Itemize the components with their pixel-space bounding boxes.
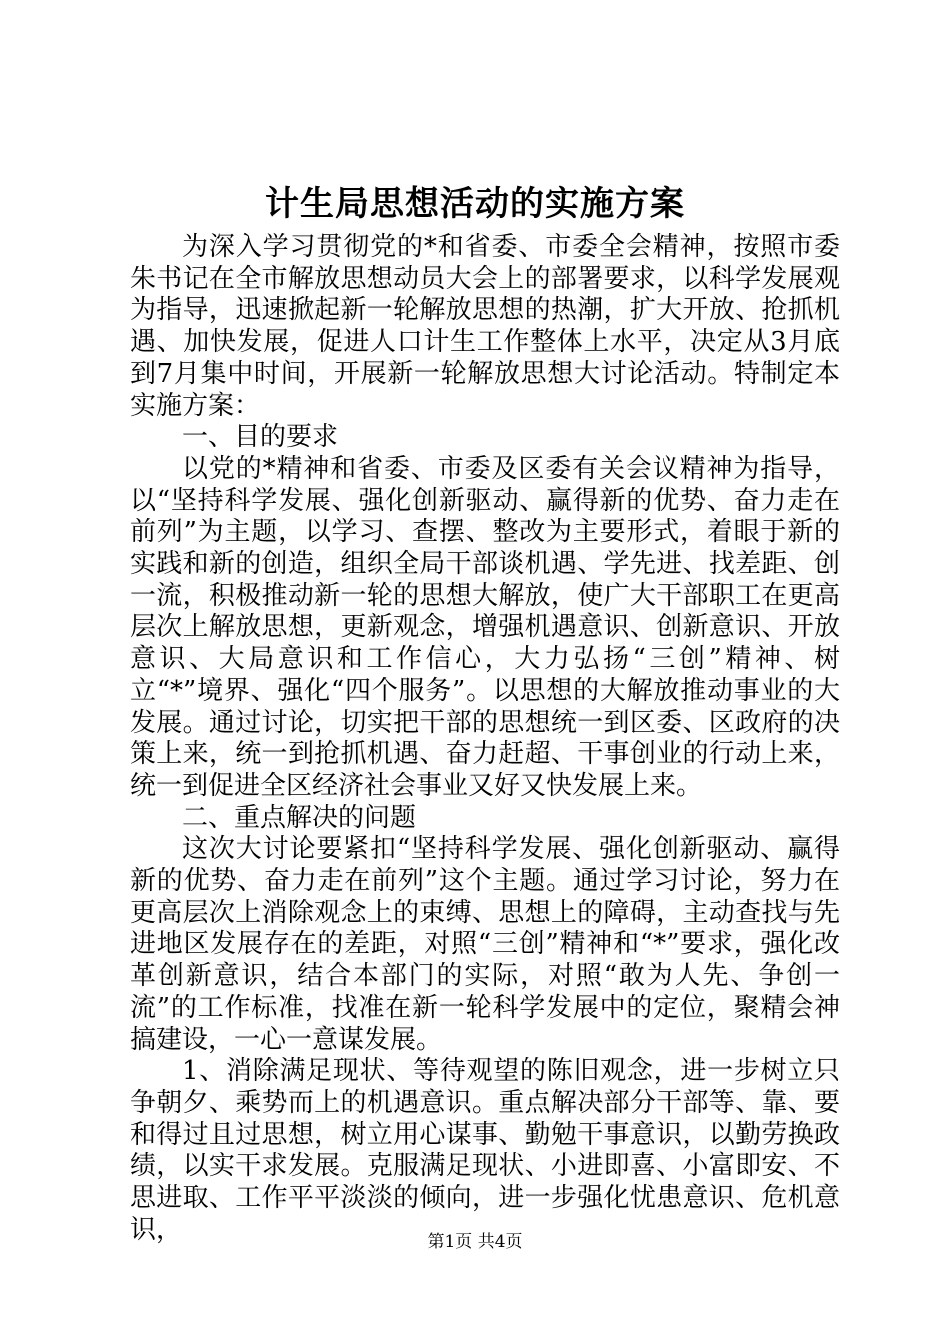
section-heading-2: 二、重点解决的问题	[182, 802, 417, 833]
intro-paragraph: 为深入学习贯彻党的*和省委、市委全会精神，按照市委朱书记在全市解放思想动员大会上的部署要求，以科学发展观为指导，迅速掀起新一轮解放思想的热潮，扩大开放、抢抓机遇、加快发展，促进人口计生工作整体上水平，决定从3月底到7月集中时间，开展新一轮解放思想大讨论活动。特制定本实施方案：	[130, 232, 840, 421]
document-title: 计生局思想活动的实施方案	[265, 184, 685, 224]
document-body	[130, 232, 840, 1247]
item-paragraph-1: 1、消除满足现状、等待观望的陈旧观念，进一步树立只争朝夕、乘势而上的机遇意识。重点解决部分干部等、靠、要和得过且过思想，树立用心谋事、勤勉干事意识，以勤劳换政绩，以实干求发展。克服满足现状、小进即喜、小富即安、不思进取、工作平平淡淡的倾向，进一步强化忧患意识、危机意识，	[130, 1056, 840, 1245]
section-heading-1: 一、目的要求	[182, 422, 339, 453]
section-paragraph-1: 以党的*精神和省委、市委及区委有关会议精神为指导，以“坚持科学发展、强化创新驱动、赢得新的优势、奋力走在前列”为主题，以学习、查摆、整改为主要形式，着眼于新的实践和新的创造，组织全局干部谈机遇、学先进、找差距、创一流，积极推动新一轮的思想大解放，使广大干部职工在更高层次上解放思想，更新观念，增强机遇意识、创新意识、开放意识、大局意识和工作信心，大力弘扬“三创”精神、树立“*”境界、强化“四个服务”。以思想的大解放推动事业的大发展。通过讨论，切实把干部的思想统一到区委、区政府的决策上来，统一到抢抓机遇、奋力赶超、干事创业的行动上来，统一到促进全区经济社会事业又好又快发展上来。	[130, 453, 840, 801]
section-paragraph-2: 这次大讨论要紧扣“坚持科学发展、强化创新驱动、赢得新的优势、奋力走在前列”这个主题。通过学习讨论，努力在更高层次上消除观念上的束缚、思想上的障碍，主动查找与先进地区发展存在的差距，对照“三创”精神和“*”要求，强化改革创新意识，结合本部门的实际，对照“敢为人先、争创一流”的工作标准，找准在新一轮科学发展中的定位，聚精会神搞建设，一心一意谋发展。	[130, 834, 840, 1055]
page-footer: 第1页 共4页	[427, 1232, 523, 1252]
